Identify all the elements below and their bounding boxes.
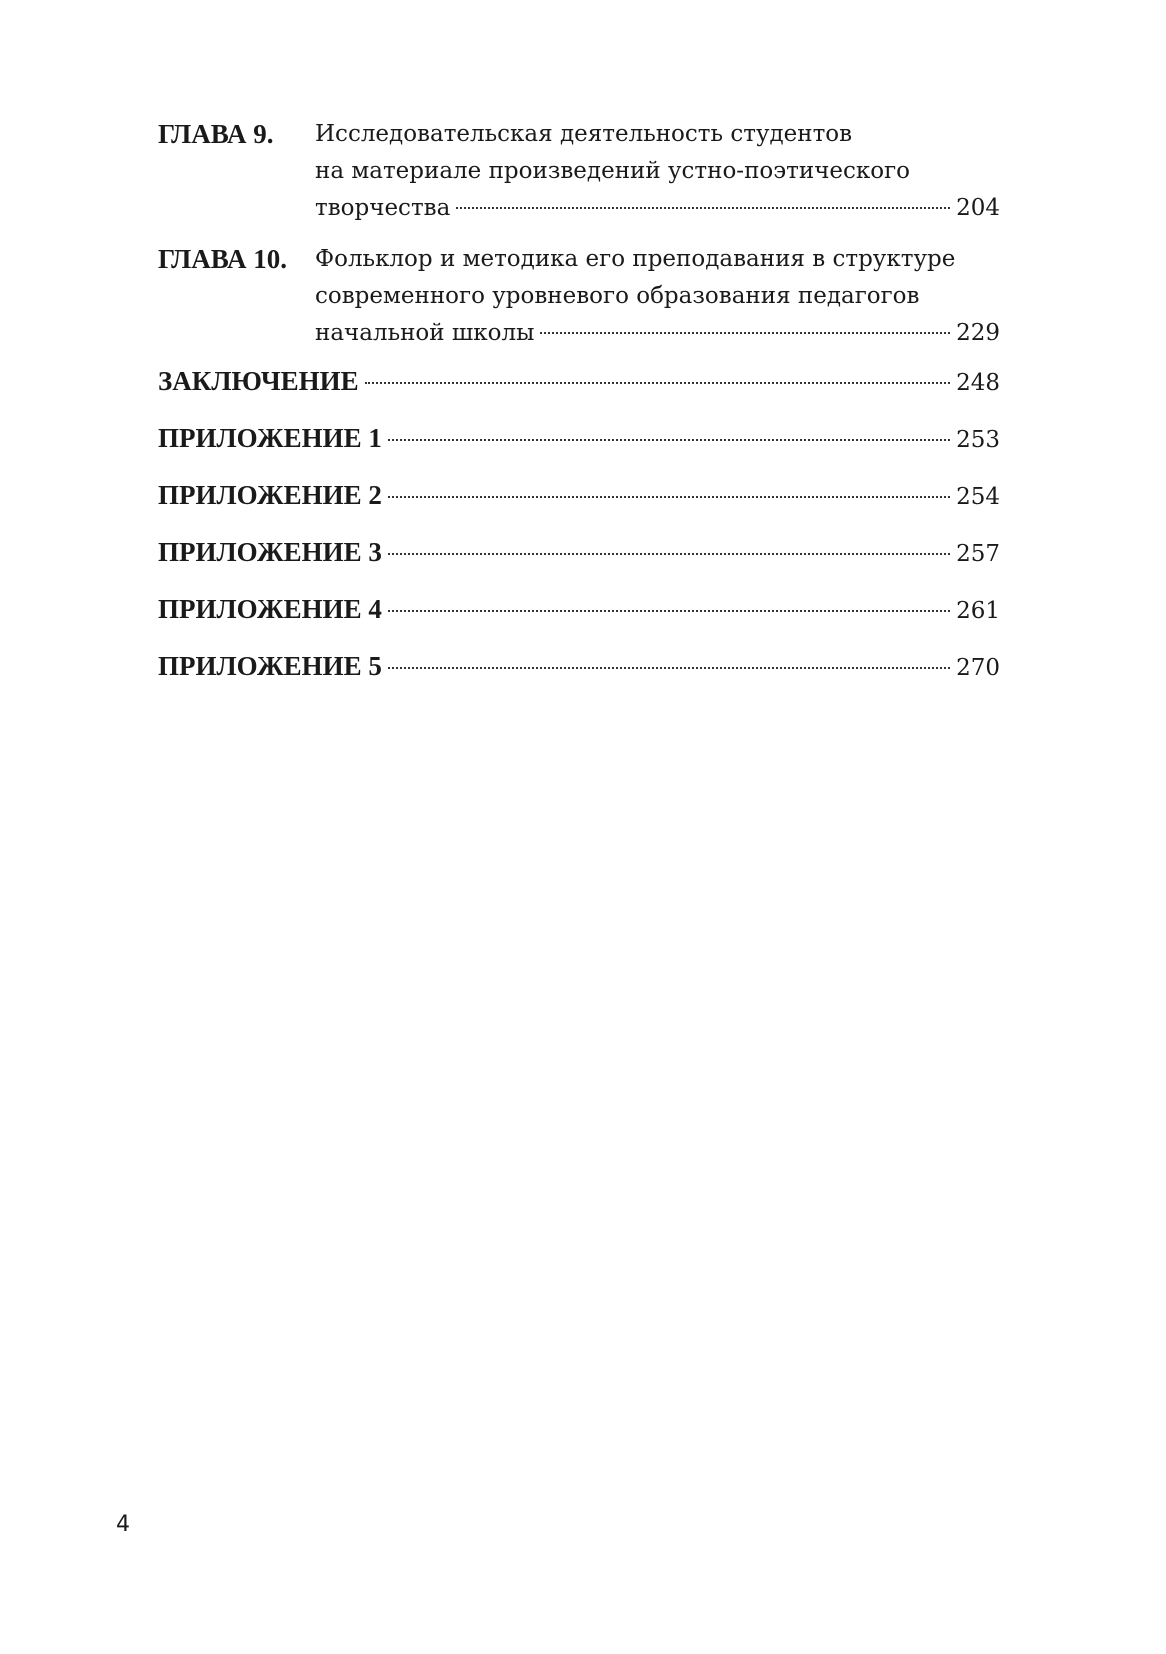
page-number: 229 xyxy=(956,320,1000,346)
dot-leader xyxy=(365,382,950,384)
chapter-title-line: Исследовательская деятельность студентов xyxy=(315,121,853,147)
toc-entry-appendix-1 xyxy=(158,423,1000,480)
chapter-title-line: начальной школы xyxy=(315,320,535,346)
entry-label: ЗАКЛЮЧЕНИЕ xyxy=(158,366,359,396)
chapter-title-last-line xyxy=(315,315,1000,352)
page-number: 270 xyxy=(956,655,1000,681)
toc-entry-appendix-5 xyxy=(158,651,1000,708)
dot-leader xyxy=(388,496,950,498)
toc-chapter-9 xyxy=(158,116,1000,227)
entry-label: ПРИЛОЖЕНИЕ 1 xyxy=(158,423,382,453)
dot-leader xyxy=(388,439,950,441)
page-number: 204 xyxy=(956,195,1000,221)
toc-entry-conclusion xyxy=(158,366,1000,423)
page-number: 261 xyxy=(956,598,1000,624)
toc-entry-appendix-2 xyxy=(158,480,1000,537)
page-number: 253 xyxy=(956,427,1000,453)
toc-entry-appendix-3 xyxy=(158,537,1000,594)
page-number: 248 xyxy=(956,370,1000,396)
table-of-contents xyxy=(158,116,1000,708)
page-number: 254 xyxy=(956,484,1000,510)
chapter-title xyxy=(315,241,1000,352)
entry-label: ПРИЛОЖЕНИЕ 4 xyxy=(158,594,382,624)
entry-label: ПРИЛОЖЕНИЕ 5 xyxy=(158,651,382,681)
footer-page-number: 4 xyxy=(116,1512,130,1537)
dot-leader xyxy=(540,332,950,334)
chapter-label: ГЛАВА 10. xyxy=(158,244,288,274)
toc-entry-appendix-4 xyxy=(158,594,1000,651)
chapter-title-line: Фольклор и методика его преподавания в структуре xyxy=(315,246,956,272)
chapter-label: ГЛАВА 9. xyxy=(158,119,274,149)
toc-chapter-10 xyxy=(158,241,1000,352)
dot-leader xyxy=(388,610,950,612)
page-number: 257 xyxy=(956,541,1000,567)
dot-leader xyxy=(388,553,950,555)
chapter-title xyxy=(315,116,1000,227)
chapter-title-last-line xyxy=(315,190,1000,227)
chapter-title-line: на материале произведений устно-поэтического xyxy=(315,158,911,184)
chapter-title-line: творчества xyxy=(315,195,451,221)
entry-label: ПРИЛОЖЕНИЕ 2 xyxy=(158,480,382,510)
chapter-title-line: современного уровневого образования педагогов xyxy=(315,283,920,309)
entry-label: ПРИЛОЖЕНИЕ 3 xyxy=(158,537,382,567)
dot-leader xyxy=(456,207,950,209)
dot-leader xyxy=(388,667,950,669)
